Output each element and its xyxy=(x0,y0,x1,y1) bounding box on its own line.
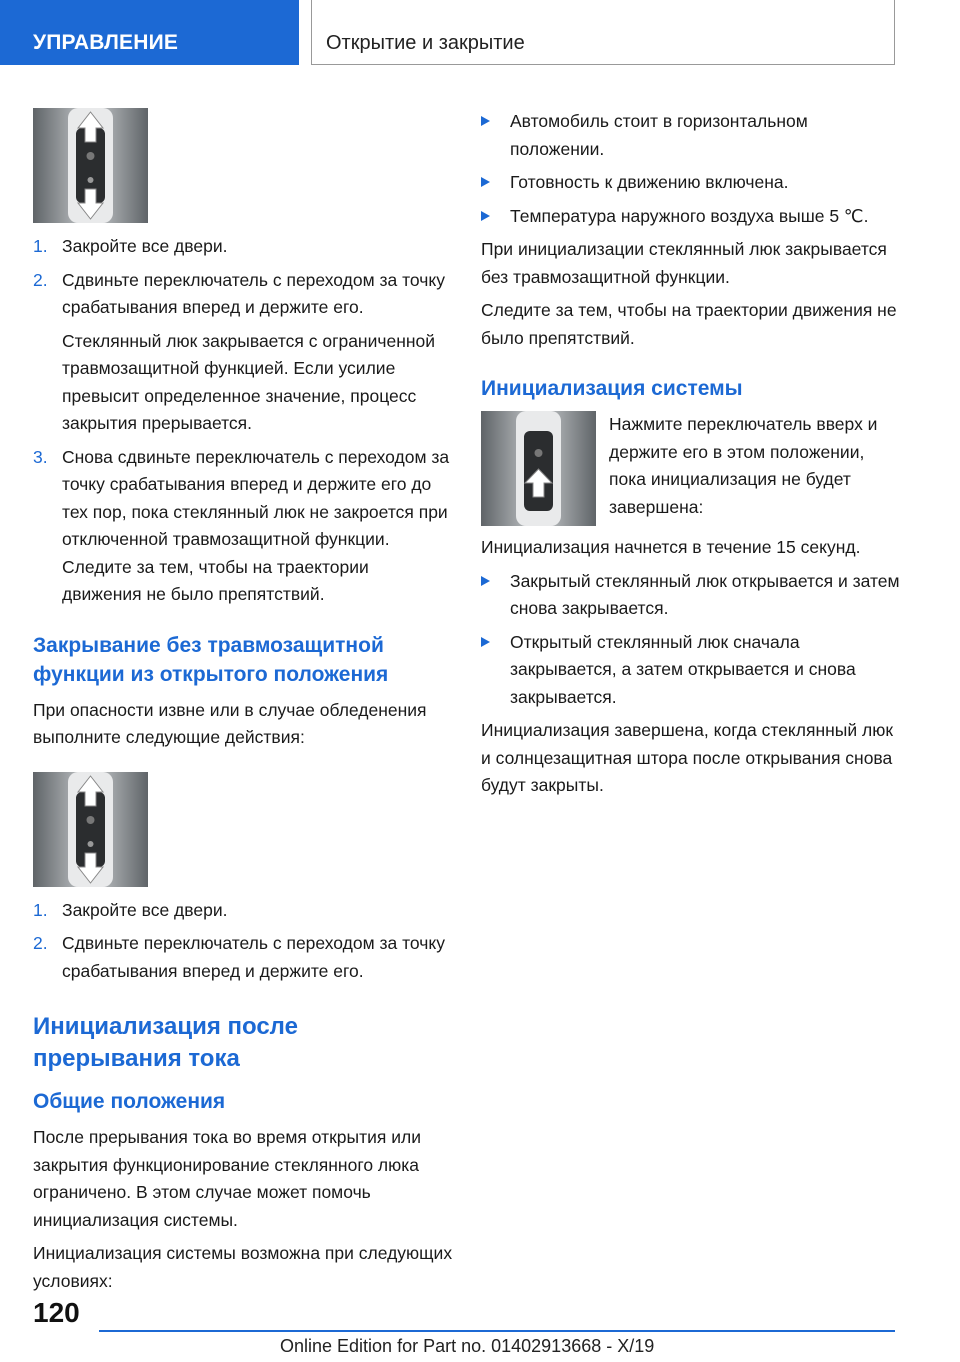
switch-forward-illustration xyxy=(33,108,148,223)
list-number: 1. xyxy=(33,236,48,256)
list-number: 1. xyxy=(33,899,48,920)
triangle-bullet-icon xyxy=(481,177,490,187)
paragraph: Инициализация завершена, когда стеклянный люк и солнцезащитная штора после открывания снова будут закрыты. xyxy=(481,720,894,795)
list-item xyxy=(33,930,453,985)
chapter-heading: Инициализация после прерывания тока xyxy=(33,1013,298,1072)
paragraph: Инициализация системы возможна при следующих условиях: xyxy=(33,1243,453,1291)
triangle-bullet-icon xyxy=(481,576,490,586)
paragraph: Инициализация начнется в течение 15 секунд. xyxy=(481,537,861,557)
switch-forward-illustration-2 xyxy=(33,772,148,887)
press-instruction xyxy=(481,411,901,526)
list-item xyxy=(33,267,453,322)
list-item xyxy=(33,444,453,609)
section-heading: Инициализация системы xyxy=(481,377,743,400)
list-text: Снова сдвиньте переключатель с переходом за точку срабатывания вперед и держите его до тех пор, пока стеклянный люк не закроется при отключенной травмозащитной функции. Следите за тем, чтобы на траектории движения не было препятствий. xyxy=(62,446,450,604)
list-text: Сдвиньте переключатель с переходом за точку срабатывания вперед и держите его. xyxy=(62,269,446,317)
triangle-bullet-icon xyxy=(481,116,490,126)
bullet-text: Температура наружного воздуха выше 5 ℃. xyxy=(510,205,869,226)
paragraph: Нажмите переключатель вверх и держите его в этом положении, пока инициализация не будет завершена: xyxy=(609,414,878,517)
list-text: Закройте все двери. xyxy=(62,899,228,920)
right-column xyxy=(481,108,901,806)
bullet-text: Открытый стеклянный люк сначала закрывается, а затем открывается и снова закрывается. xyxy=(510,631,856,707)
bullet-text: Автомобиль стоит в горизонтальном положении. xyxy=(510,111,808,159)
paragraph: После прерывания тока во время открытия или закрытия функционирование стеклянного люка ограничено. В этом случае может помочь инициализация системы. xyxy=(33,1127,421,1230)
list-text: Закройте все двери. xyxy=(62,236,228,256)
sub-heading: Общие положения xyxy=(33,1090,226,1113)
paragraph: При опасности извне или в случае обледенения выполните следующие действия: xyxy=(33,699,427,747)
list-number: 2. xyxy=(33,933,48,953)
list-item xyxy=(33,233,453,261)
section-heading: Закрывание без травмозащитной функции из открытого положения xyxy=(33,633,389,686)
bullet-text: Готовность к движению включена. xyxy=(510,172,789,192)
list-number: 3. xyxy=(33,446,48,467)
list-note: Стеклянный люк закрывается с ограниченной травмозащитной функцией. Если усилие превысит определенное значение, процесс закрытия прерывается. xyxy=(62,330,436,433)
paragraph: Следите за тем, чтобы на траектории движения не было препятствий. xyxy=(481,300,897,348)
bullet-item xyxy=(481,629,901,712)
bullet-item xyxy=(481,203,901,231)
footer-divider xyxy=(99,1330,895,1332)
topic-title: Открытие и закрытие xyxy=(311,0,895,65)
list-number: 2. xyxy=(33,269,48,290)
bullet-item xyxy=(481,108,901,163)
bullet-item xyxy=(481,169,901,197)
left-column xyxy=(33,108,453,1301)
section-tab[interactable]: УПРАВЛЕНИЕ xyxy=(0,0,299,65)
list-text: Сдвиньте переключатель с переходом за точку срабатывания вперед и держите его. xyxy=(62,933,446,981)
page-number: 120 xyxy=(33,1297,80,1328)
triangle-bullet-icon xyxy=(481,637,490,647)
switch-up-illustration xyxy=(481,411,596,526)
bullet-text: Закрытый стеклянный люк открывается и затем снова закрывается. xyxy=(510,570,900,618)
bullet-item xyxy=(481,568,901,623)
triangle-bullet-icon xyxy=(481,211,490,221)
paragraph: При инициализации стеклянный люк закрывается без травмозащитной функции. xyxy=(481,239,887,287)
edition-text: Online Edition for Part no. 01402913668 - X/19 xyxy=(280,1336,655,1356)
list-item xyxy=(33,897,453,925)
